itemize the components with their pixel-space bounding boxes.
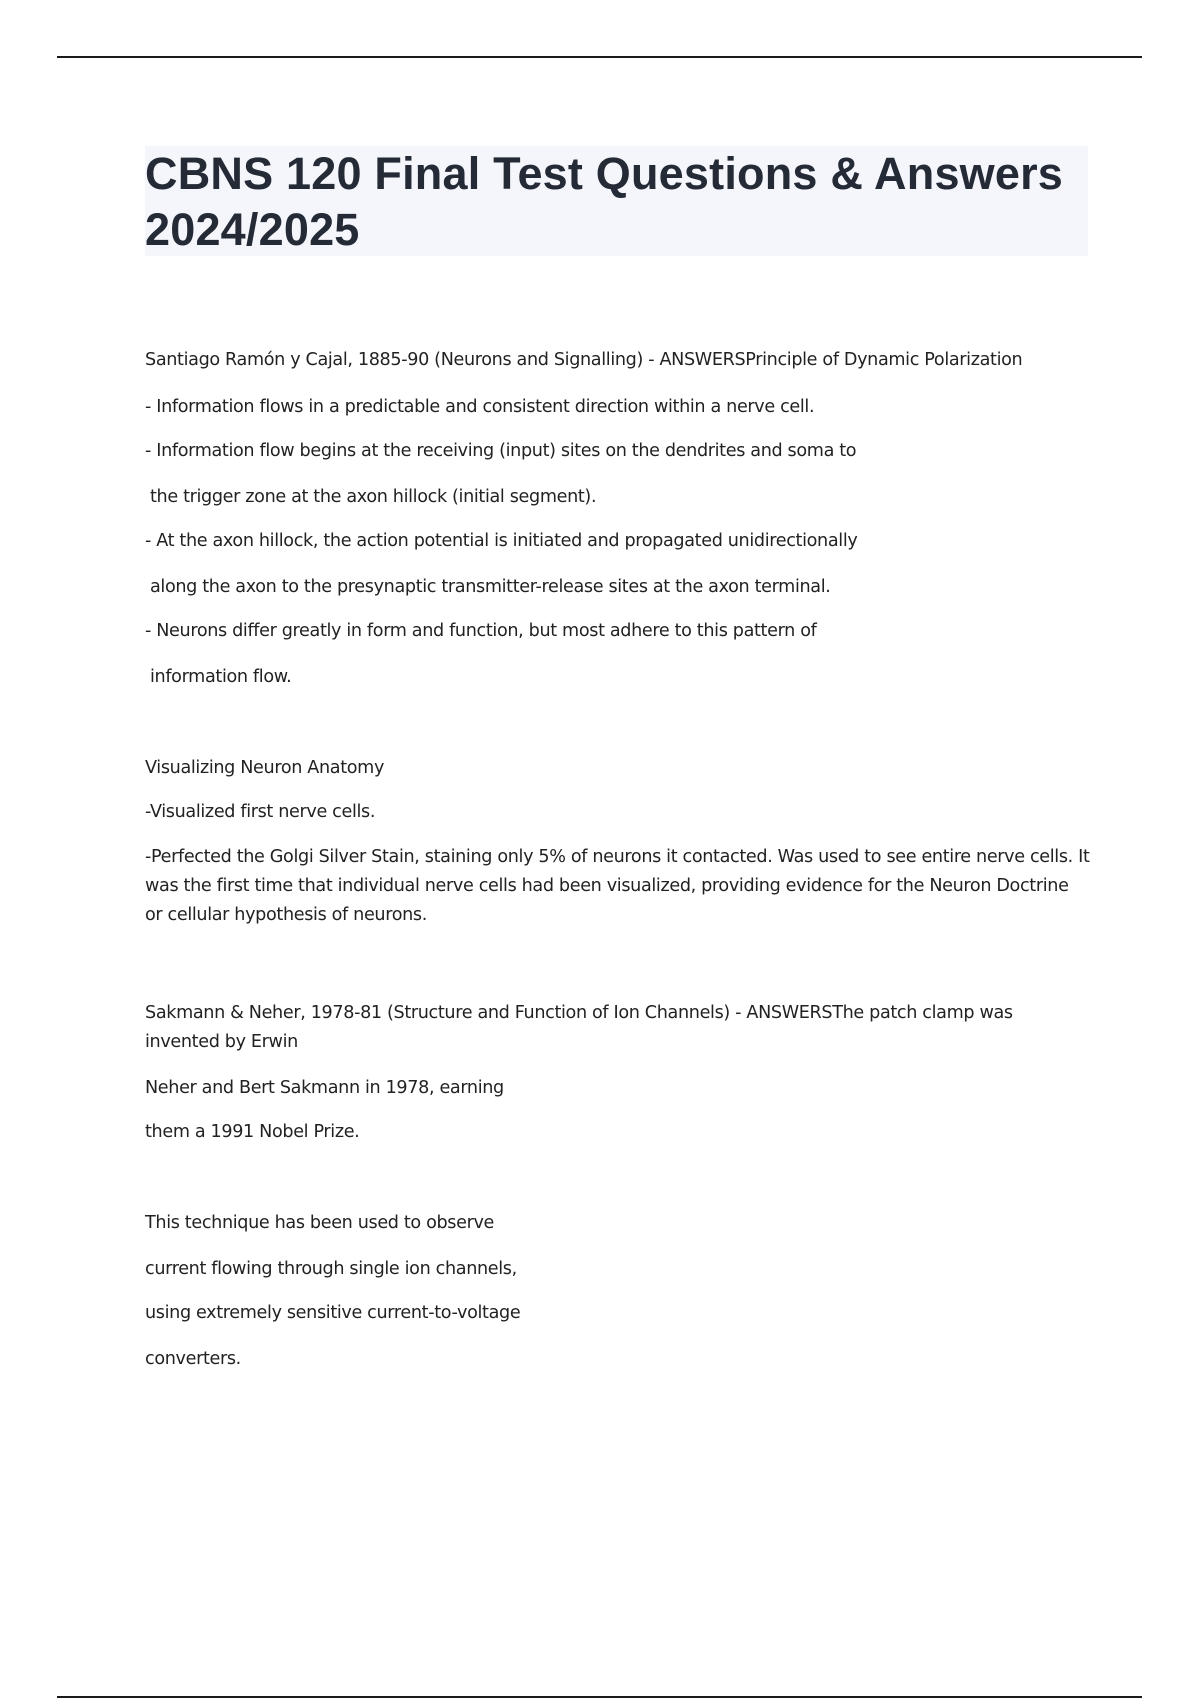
section-3-heading: Sakmann & Neher, 1978-81 (Structure and Function of Ion Channels) - ANSWERSThe patch clamp was invented by Erwin <box>145 1003 1013 1052</box>
section-1-line-5: along the axon to the presynaptic transmitter-release sites at the axon terminal. <box>150 577 831 597</box>
title-banner <box>145 146 1088 256</box>
section-2-line-1: -Visualized first nerve cells. <box>145 802 376 822</box>
section-3-line-6: converters. <box>145 1349 241 1369</box>
section-3-line-1: Neher and Bert Sakmann in 1978, earning <box>145 1078 504 1098</box>
document-title: CBNS 120 Final Test Questions & Answers 2024/2025 <box>145 148 1064 255</box>
section-1-line-6: - Neurons differ greatly in form and function, but most adhere to this pattern of <box>145 621 817 641</box>
section-1-line-1: - Information flows in a predictable and consistent direction within a nerve cell. <box>145 397 815 417</box>
section-3-line-2: them a 1991 Nobel Prize. <box>145 1122 360 1142</box>
bottom-rule <box>57 1696 1142 1698</box>
section-1-line-4: - At the axon hillock, the action potential is initiated and propagated unidirectionally <box>145 531 858 551</box>
section-1-line-2: - Information flow begins at the receiving (input) sites on the dendrites and soma to <box>145 441 857 461</box>
section-2-heading: Visualizing Neuron Anatomy <box>145 758 385 778</box>
section-1-line-7: information flow. <box>150 667 292 687</box>
top-rule <box>57 56 1142 58</box>
section-3-line-5: using extremely sensitive current-to-voltage <box>145 1303 521 1323</box>
section-2-paragraph: -Perfected the Golgi Silver Stain, staining only 5% of neurons it contacted. Was used to see entire nerve cells. It was the first time that individual nerve cells had been visualized, providing evidence for the Neuron Doctrine or cellular hypothesis of neurons. <box>145 847 1090 925</box>
section-1-heading: Santiago Ramón y Cajal, 1885-90 (Neurons and Signalling) - ANSWERSPrinciple of Dynamic Polarization <box>145 350 1023 370</box>
section-3-line-3: This technique has been used to observe <box>145 1213 495 1233</box>
section-3-line-4: current flowing through single ion channels, <box>145 1259 517 1279</box>
section-1-line-3: the trigger zone at the axon hillock (initial segment). <box>150 487 597 507</box>
